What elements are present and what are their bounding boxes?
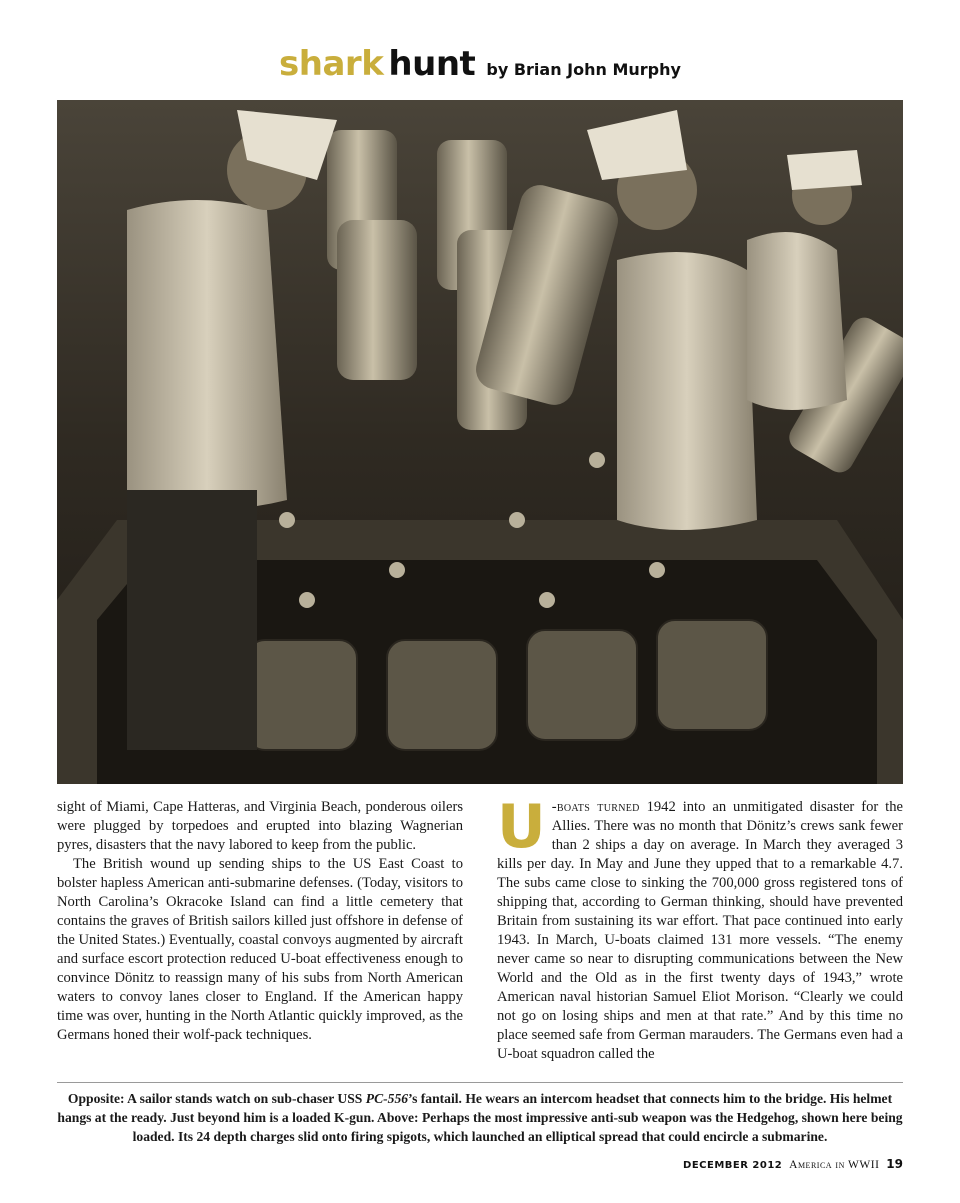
caption-ship-name: PC-556 [365, 1091, 409, 1106]
photo-caption [57, 1089, 903, 1146]
page-footer [683, 1157, 903, 1171]
byline: by Brian John Murphy [486, 60, 681, 79]
drop-cap: U [497, 792, 546, 862]
caption-part-1: Opposite: A sailor stands watch on sub-chaser USS [67, 1091, 366, 1106]
title-word-hunt: hunt [388, 44, 476, 84]
hedgehog-loading-photo [57, 100, 903, 784]
page-number: 19 [886, 1157, 903, 1171]
caption-divider [57, 1082, 903, 1083]
left-paragraph-2: The British wound up sending ships to the US East Coast to bolster hapless American anti-submarine defenses. (Today, visitors to North Carolina’s Okracoke Island can find a little cemetery that contains the graves of British sailors killed just offshore in defense of the United States.) Eventually, coastal convoys augmented by aircraft and surface escort protection reduced U-boat effectiveness enough to convince Dönitz to reassign many of his subs from North American waters to convoy lanes closer to England. If the American happy time was over, hunting in the North Atlantic quickly improved, as the Germans honed their wolf-pack techniques. [57, 856, 463, 1043]
title-word-shark: shark [279, 44, 384, 84]
lead-in: -boats turned [551, 799, 640, 815]
left-text-column [57, 798, 463, 1045]
right-text-column [497, 792, 903, 1064]
right-paragraph [497, 792, 903, 1064]
article-header [0, 44, 960, 84]
left-paragraph-1: sight of Miami, Cape Hatteras, and Virginia Beach, ponderous oilers were plugged by torpedoes and erupted into blazing Wagnerian pyres, disasters that the navy labored to keep from the public. [57, 799, 463, 853]
caption-part-2: ’s fantail. He wears an intercom headset that connects him to the bridge. His helmet hangs at the ready. Just beyond him is a loaded K-gun. Above: Perhaps the most impressive anti-sub weapon was the Hedgehog, shown here being loaded. Its 24 depth charges slid onto firing spigots, which launched an elliptical spread that could encircle a submarine. [57, 1091, 903, 1144]
right-paragraph-body: 1942 into an unmitigated disaster for the Allies. There was no month that Dönitz’s crews sank fewer than 2 ships a day on average. In March they averaged 3 kills per day. In May and June they upped that to a remarkable 4.7. The subs came close to sinking the 700,000 gross registered tons of shipping that, according to German thinking, should have prevented Britain from sustaining its war effort. That pace continued into early 1943. In March, U-boats claimed 131 more vessels. “The enemy never came so near to disrupting communications between the New World and the Old as in the first twenty days of 1943,” wrote American naval historian Samuel Eliot Morison. “Clearly we could not go on losing ships and men at that rate.” And by this time no place seemed safe from German marauders. The Germans even had a U-boat squadron called the [497, 799, 903, 1062]
photo-illustration [57, 100, 903, 784]
footer-magazine: America in WWII [789, 1159, 880, 1171]
footer-date: DECEMBER 2012 [683, 1160, 783, 1171]
